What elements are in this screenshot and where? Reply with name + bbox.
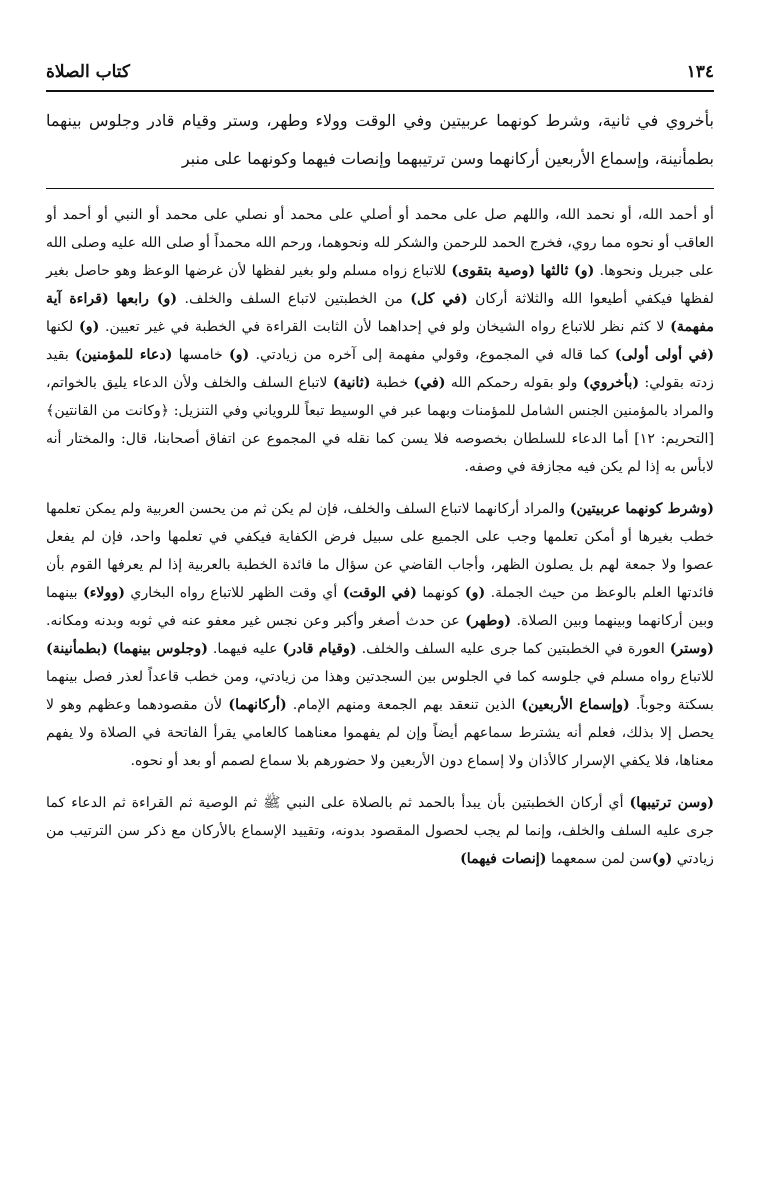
- matn-quote: (وولاء): [83, 585, 125, 601]
- matn-quote: (في الوقت): [342, 585, 417, 601]
- matn-quote: (بأخروي): [582, 375, 640, 391]
- commentary-paragraph-1: [46, 201, 714, 481]
- matn-quote: (وجلوس بينهما): [112, 641, 208, 657]
- matn-quote: (و) رابعها (قراءة آية مفهمة): [46, 291, 715, 335]
- text-segment: أما الدعاء للسلطان بخصوصه فلا يسن كما نقله في المجموع عن اتفاق أصحابنا، قال: والمختار أنه لابأس به إذا لم يكن فيه مجازفة في وصفه.: [46, 431, 714, 475]
- text-segment: أي وقت الظهر للاتباع رواه البخاري: [124, 585, 343, 601]
- matn-quote: (و): [464, 585, 486, 601]
- matn-quote: (بطمأنينة): [46, 641, 108, 657]
- text-segment: لاتباع السلف والخلف ولأن الدعاء يليق بالخواتم، والمراد بالمؤمنين الجنس الشامل للمؤمنات وبهما عبر في الوسيط تبعاً للروياني وفي التنزيل: ﴿وكانت من القانتين﴾: [46, 375, 714, 419]
- text-segment: سن لمن سمعهما: [546, 851, 652, 867]
- main-text: [46, 102, 714, 178]
- matn-quote: (و) ثالثها (وصية بتقوى): [451, 263, 595, 279]
- page-number: ١٣٤: [686, 62, 714, 82]
- text-segment: لكنها: [46, 319, 80, 335]
- text-segment: كما قاله في المجموع، وقولي مفهمة إلى آخره من زيادتي.: [249, 347, 615, 363]
- main-text-paragraph: بأخروي في ثانية، وشرط كونهما عربيتين وفي الوقت وولاء وطهر، وستر وقيام قادر وجلوس بينهما بطمأنينة، وإسماع الأربعين أركانهما وسن ترتيبهما وإنصات فيهما وكونهما على منبر: [46, 111, 714, 168]
- text-segment: والمراد أركانهما لاتباع السلف والخلف، فإن لم يكن ثم من يحسن العربية ولم يمكن تعلمها خطب بغيرها أو أمكن تعلمها وجب على الجميع على سبيل فرض الكفاية فيكفي في تعلمها واحد، فإن لم يفعل عصوا ولا جمعة لهم بل يصلون الظهر، وأجاب القاضي عن سؤال ما فائدة الخطبة بالعربية إذا لم يعرفها القوم بأن فائدتها العلم بالوعظ من حيث الجملة.: [46, 501, 714, 601]
- text-segment: عن حدث أصغر وأكبر وعن نجس غير معفو عنه في ثوبه وبدنه ومكانه.: [46, 613, 466, 629]
- commentary-paragraph-3: [46, 789, 714, 873]
- matn-quote: (و): [651, 851, 673, 867]
- text-separator: [46, 188, 714, 189]
- text-segment: للاتباع رواه مسلم في جلوسه كما في الجلوس بين السجدتين وهذا من زيادتي، ومن خطب قاعداً لعذر فصل بينهما بسكتة وجوباً.: [46, 669, 714, 713]
- text-segment: خامسها: [172, 347, 229, 363]
- matn-quote: (أركانهما): [228, 697, 287, 713]
- text-segment: من الخطبتين لاتباع السلف والخلف.: [177, 291, 411, 307]
- matn-quote: (في كل): [410, 291, 468, 307]
- matn-quote: (دعاء للمؤمنين): [75, 347, 173, 363]
- matn-quote: (وإسماع الأربعين): [521, 697, 630, 713]
- running-head: [46, 62, 714, 92]
- text-segment: أي أركان الخطبتين بأن يبدأ بالحمد ثم بالصلاة على النبي ﷺ ثم الوصية ثم القراءة ثم الدعاء كما جرى عليه السلف والخلف، وإنما لم يجب لحصول المقصود بدونه، وتقييد الإسماع بالأركان مع ذكر سن الترتيب من زيادتي: [46, 795, 714, 867]
- text-segment: كونهما: [416, 585, 465, 601]
- text-segment: الذين تنعقد بهم الجمعة ومنهم الإمام.: [286, 697, 522, 713]
- text-segment: ولو بقوله رحمكم الله: [445, 375, 583, 391]
- text-segment: عليه فيهما.: [207, 641, 283, 657]
- matn-quote: (وطهر): [465, 613, 512, 629]
- quran-reference: [التحريم: ١٢]: [634, 431, 715, 447]
- text-segment: للاتباع زواه مسلم ولو بغير لفظها لأن غرضها الوعظ وهو حاصل بغير لفظها فيكفي أطيعوا الله والثلاثة أركان: [46, 263, 714, 307]
- matn-quote: (في أولى أولى): [614, 347, 715, 363]
- matn-quote: (و): [228, 347, 250, 363]
- matn-quote: (في): [413, 375, 446, 391]
- text-segment: بقيد زدته بقولي:: [46, 347, 714, 391]
- matn-quote: (وقيام قادر): [282, 641, 357, 657]
- book-title: كتاب الصلاة: [46, 62, 131, 82]
- text-segment: بينهما وبين أركانهما وبينهما وبين الصلاة.: [46, 585, 714, 629]
- matn-quote: (و): [79, 319, 100, 335]
- matn-quote: (وستر): [669, 641, 714, 657]
- book-page: [46, 62, 714, 873]
- text-segment: العورة في الخطبتين كما جرى عليه السلف والخلف.: [356, 641, 670, 657]
- matn-quote: (وشرط كونهما عربيتين): [569, 501, 714, 517]
- matn-quote: (وسن ترتيبها): [629, 795, 715, 811]
- commentary: [46, 201, 714, 873]
- text-segment: لا كثم نظر للاتباع رواه الشيخان ولو في إحداهما لأن الثابت القراءة في الخطبة في غير تعيين.: [99, 319, 671, 335]
- matn-quote: (إنصات فيهما): [460, 851, 547, 867]
- text-segment: أو أحمد الله، أو نحمد الله، واللهم صل على محمد أو أصلي على محمد أو نصلي على محمد أو النبي أو أحمد أو العاقب أو نحوه مما روي، فخرج الحمد للرحمن والشكر لله ونحوهما، ورحم الله محمداً أو صلى الله عليه وصلى الله على جبريل ونحوها.: [46, 207, 714, 279]
- commentary-paragraph-2: [46, 495, 714, 775]
- text-segment: لأن مقصودهما وعظهم وهو لا يحصل إلا بذلك، فعلم أنه يشترط سماعهم أيضاً وإن لم يفهموا معناهما كالعامي يقرأ الفاتحة في الصلاة ولا يفهم معناها، فلا يكفي الإسرار كالأذان ولا إسماع دون الأربعين ولا حضورهم بلا سماع لصمم أو بعد أو نحوه.: [46, 697, 714, 769]
- matn-quote: (ثانية): [332, 375, 371, 391]
- text-segment: خطبة: [370, 375, 414, 391]
